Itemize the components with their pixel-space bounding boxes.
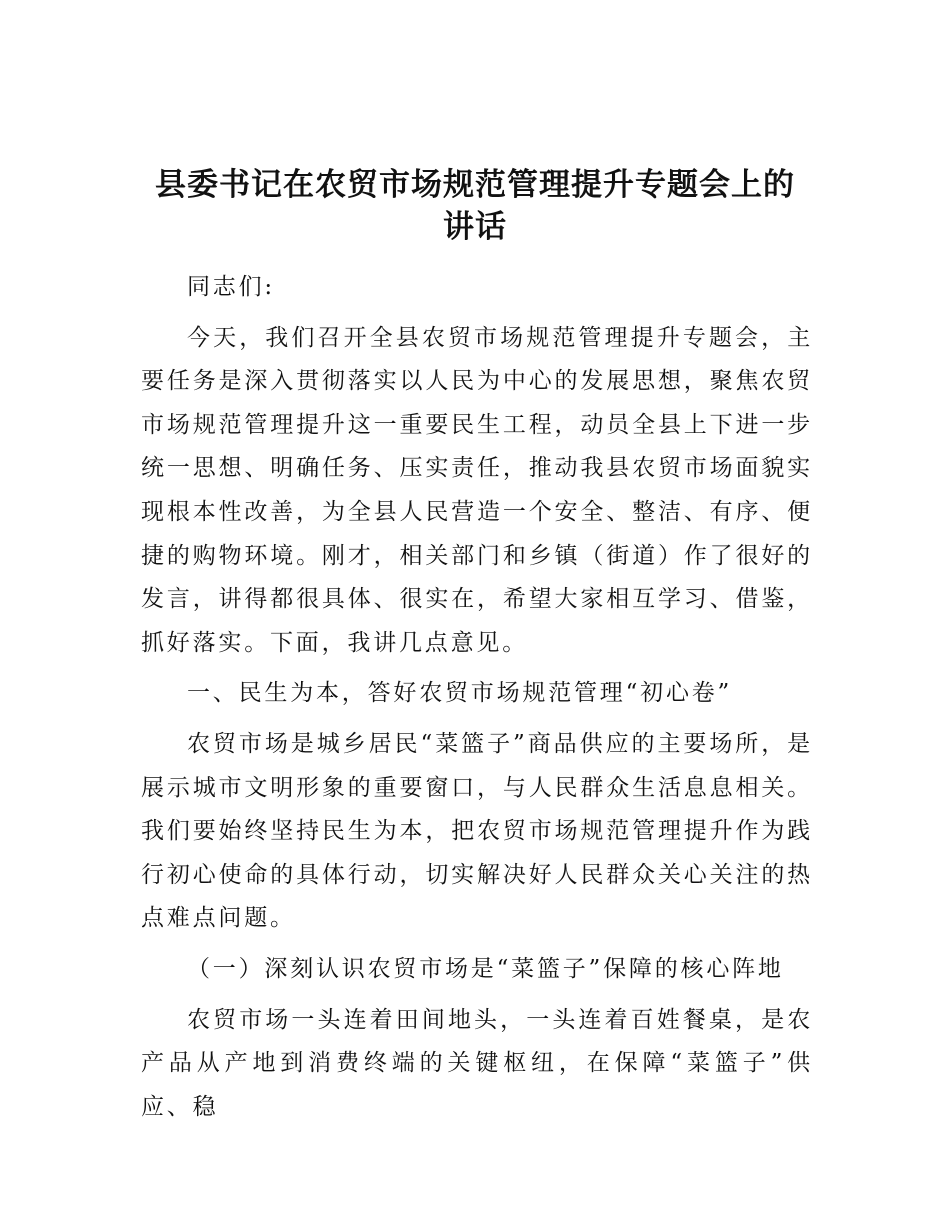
document-body — [141, 266, 813, 1136]
section-heading-1: 一、民生为本，答好农贸市场规范管理“初心卷” — [187, 680, 733, 707]
intro-paragraph: 今天，我们召开全县农贸市场规范管理提升专题会，主要任务是深入贯彻落实以人民为中心的发展思想，聚焦农贸市场规范管理提升这一重要民生工程，动员全县上下进一步统一思想、明确任务、压实责任，推动我县农贸市场面貌实现根本性改善，为全县人民营造一个安全、整洁、有序、便捷的购物环境。刚才，相关部门和乡镇（街道）作了很好的发言，讲得都很具体、很实在，希望大家相互学习、借鉴，抓好落实。下面，我讲几点意见。 — [141, 324, 813, 656]
document-title: 县委书记在农贸市场规范管理提升专题会上的讲话 — [155, 167, 795, 245]
subsection-1-paragraph: 农贸市场一头连着田间地头，一头连着百姓餐桌，是农产品从产地到消费终端的关键枢纽，在保障“菜篮子”供应、稳 — [141, 1006, 813, 1120]
salutation: 同志们: — [187, 274, 275, 300]
section-1-paragraph: 农贸市场是城乡居民“菜篮子”商品供应的主要场所，是展示城市文明形象的重要窗口，与人民群众生活息息相关。我们要始终坚持民生为本，把农贸市场规范管理提升作为践行初心使命的具体行动，切实解决好人民群众关心关注的热点难点问题。 — [141, 730, 813, 932]
subsection-heading-1: （一）深刻认识农贸市场是“菜篮子”保障的核心阵地 — [187, 955, 784, 982]
